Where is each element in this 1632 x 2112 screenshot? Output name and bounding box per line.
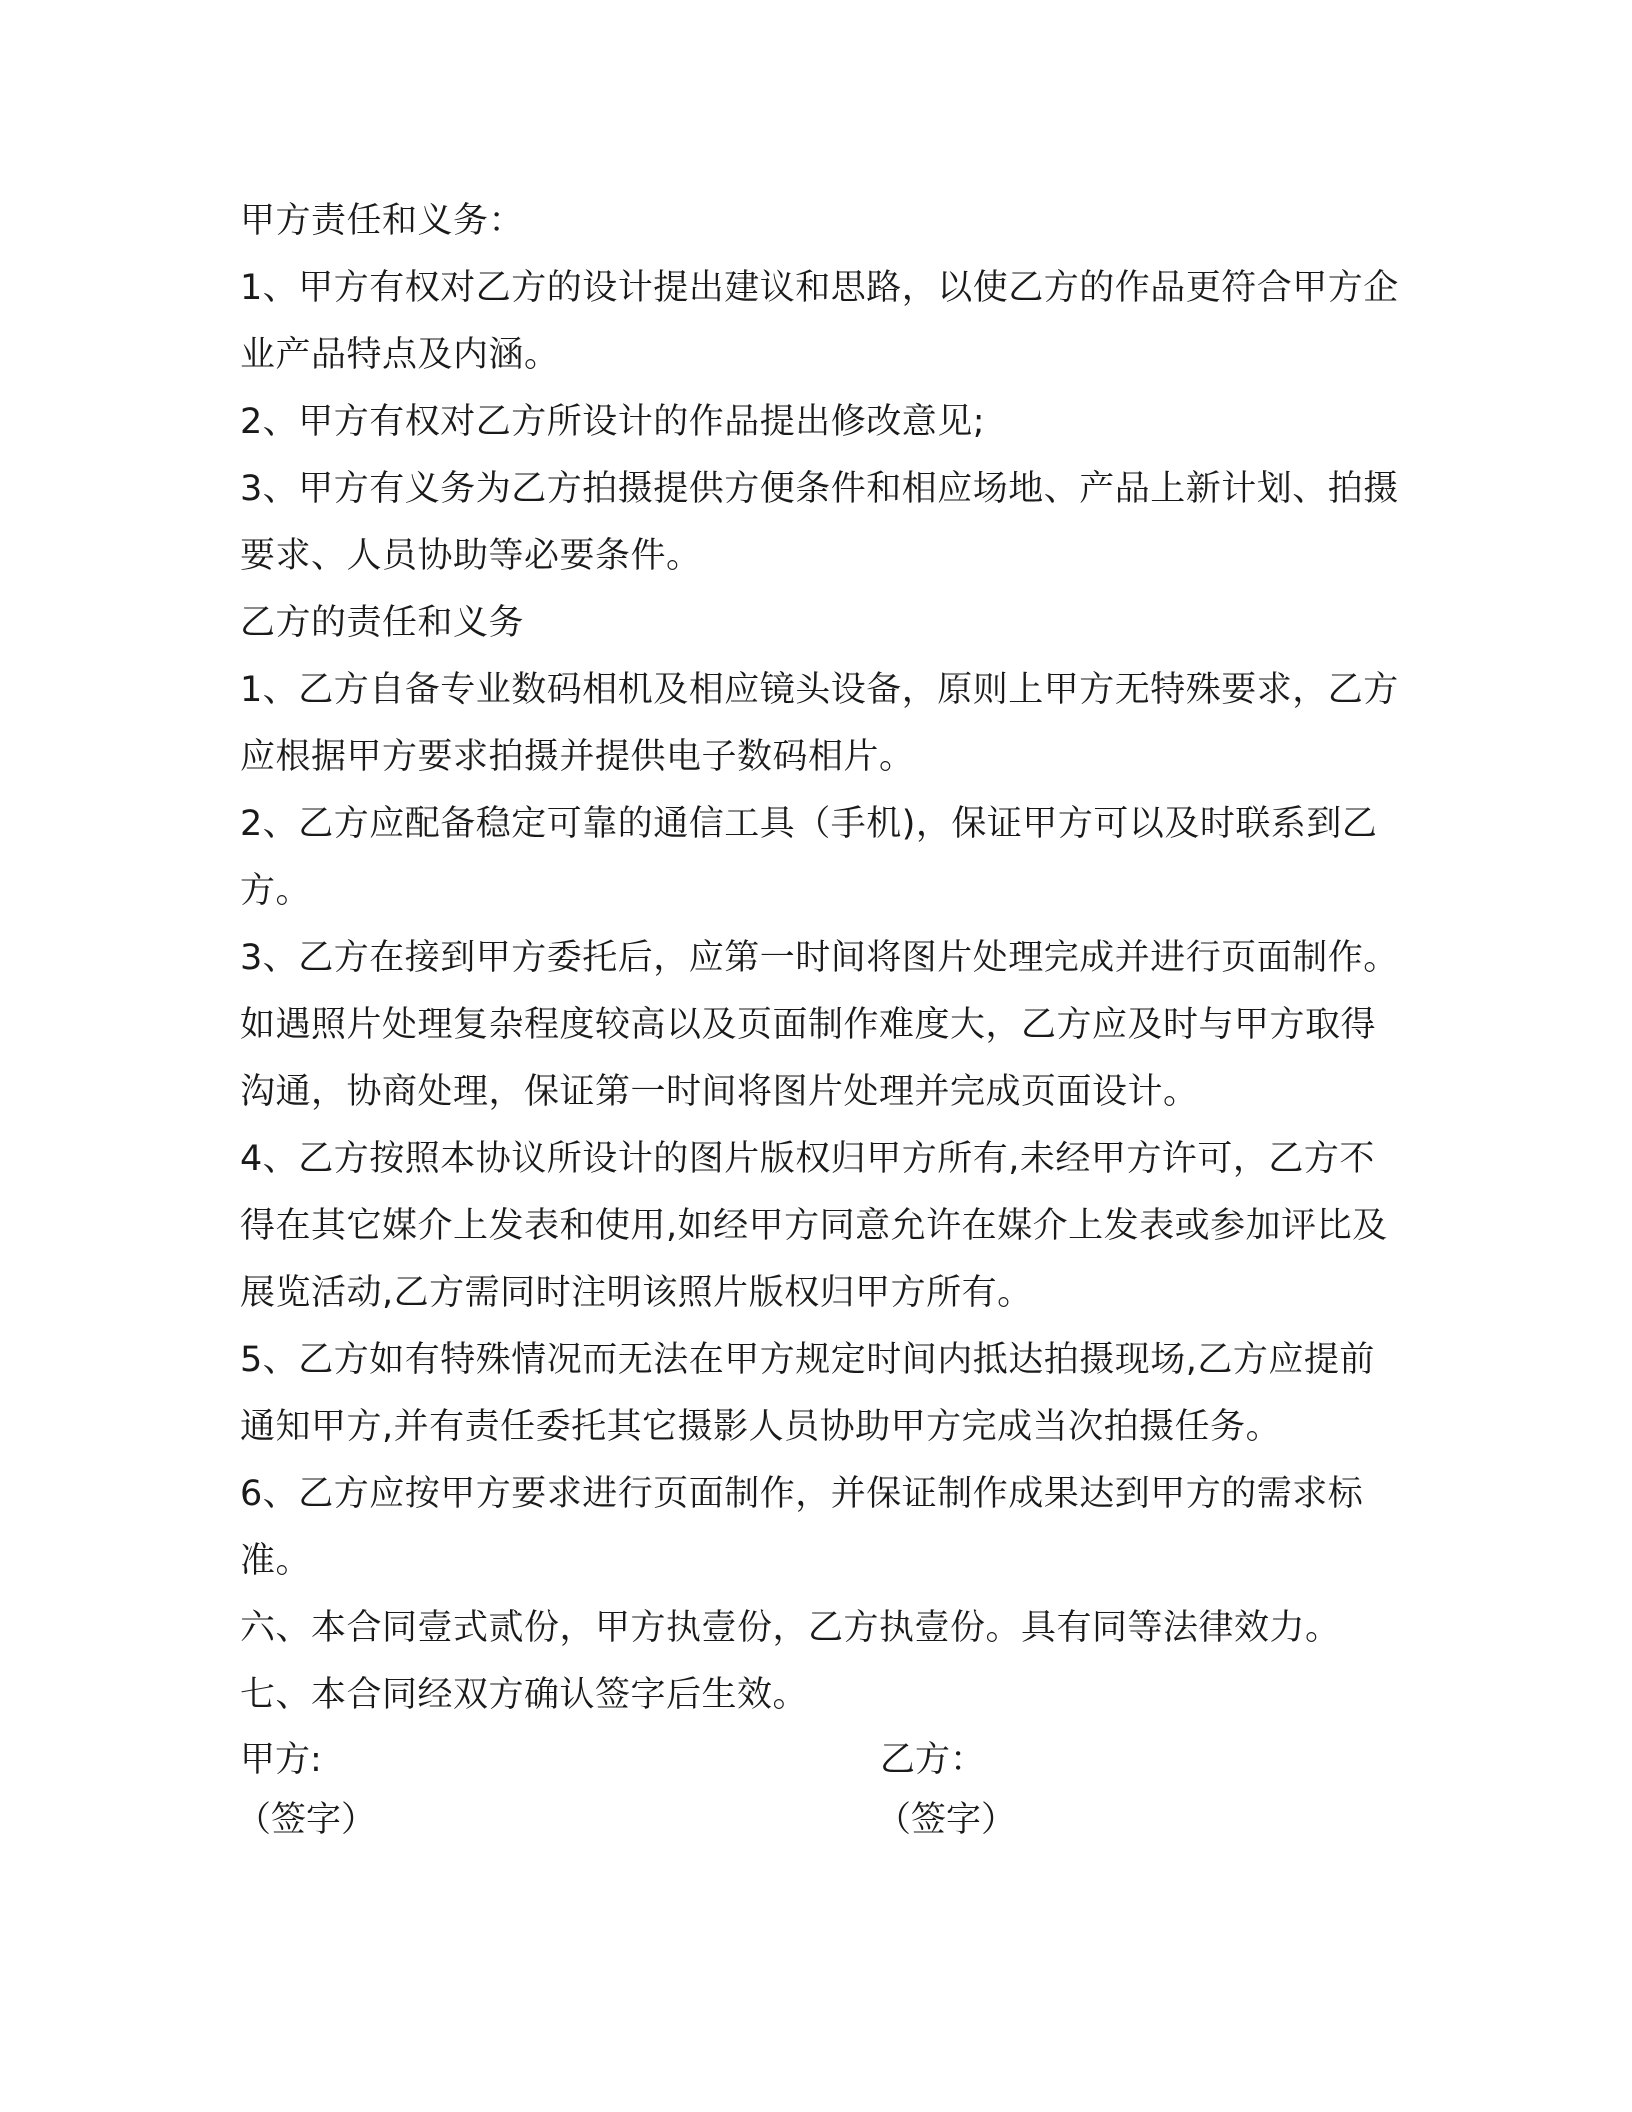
party-b-sign-note: （签字） [876,1800,1017,1840]
party-b-item-3: 3、乙方在接到甲方委托后，应第一时间将图片处理完成并进行页面制作。如遇照片处理复杂程度较高以及页面制作难度大，乙方应及时与甲方取得沟通，协商处理，保证第一时间将图片处理并完成页面设计。 [240,938,1399,1112]
party-b-label: 乙方： [880,1740,986,1780]
party-a-sign-note: （签字） [236,1800,377,1840]
party-a-label: 甲方: [240,1740,322,1780]
party-a-item-3: 3、甲方有义务为乙方拍摄提供方便条件和相应场地、产品上新计划、拍摄要求、人员协助等必要条件。 [240,469,1399,576]
party-b-item-5: 5、乙方如有特殊情况而无法在甲方规定时间内抵达拍摄现场,乙方应提前通知甲方,并有责任委托其它摄影人员协助甲方完成当次拍摄任务。 [240,1340,1375,1447]
party-a-item-1: 1、甲方有权对乙方的设计提出建议和思路，以使乙方的作品更符合甲方企业产品特点及内涵。 [240,268,1399,375]
contract-body [240,188,1400,1729]
party-b-item-1: 1、乙方自备专业数码相机及相应镜头设备，原则上甲方无特殊要求，乙方应根据甲方要求拍摄并提供电子数码相片。 [240,670,1399,777]
party-b-heading: 乙方的责任和义务 [240,603,525,643]
party-a-item-2: 2、甲方有权对乙方所设计的作品提出修改意见; [240,402,986,442]
party-b-signature-block [876,1730,1280,1850]
party-a-heading: 甲方责任和义务： [240,201,525,241]
clause-seven: 七、本合同经双方确认签字后生效。 [240,1675,809,1715]
party-b-item-4: 4、乙方按照本协议所设计的图片版权归甲方所有,未经甲方许可，乙方不得在其它媒介上发表和使用,如经甲方同意允许在媒介上发表或参加评比及展览活动,乙方需同时注明该照片版权归甲方所有。 [240,1139,1388,1313]
party-b-item-6: 6、乙方应按甲方要求进行页面制作，并保证制作成果达到甲方的需求标准。 [240,1474,1364,1581]
clause-six: 六、本合同壹式贰份，甲方执壹份，乙方执壹份。具有同等法律效力。 [240,1608,1341,1648]
party-b-item-2: 2、乙方应配备稳定可靠的通信工具（手机)，保证甲方可以及时联系到乙方。 [240,804,1378,911]
party-a-signature-block [236,1730,640,1850]
